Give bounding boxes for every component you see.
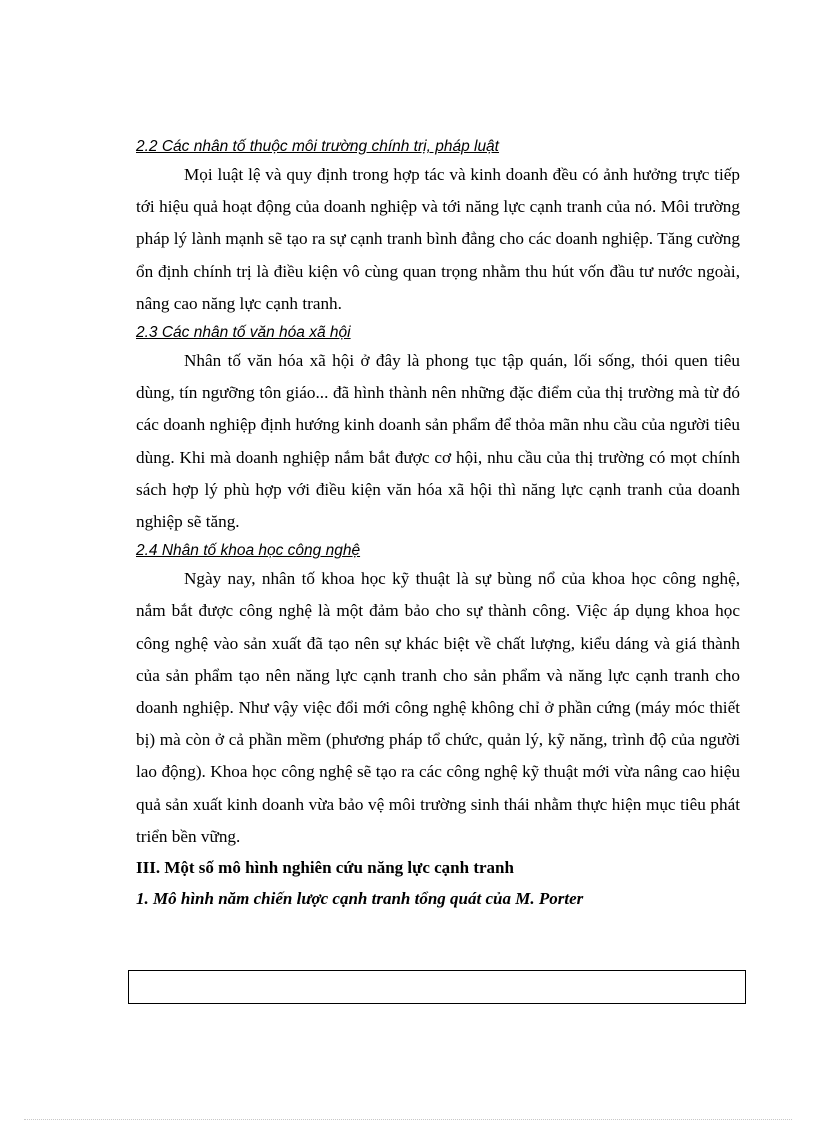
heading-2-4: 2.4 Nhân tố khoa học công nghệ (136, 542, 361, 560)
page-bottom-divider (24, 1119, 792, 1120)
heading-section-iii: III. Một số mô hình nghiên cứu năng lực cạnh tranh (136, 858, 514, 878)
heading-porter-model: 1. Mô hình năm chiến lược cạnh tranh tổng quát của M. Porter (136, 889, 584, 909)
document-body (136, 134, 740, 915)
heading-2-3: 2.3 Các nhân tố văn hóa xã hội (136, 324, 351, 342)
paragraph-2-4: Ngày nay, nhân tố khoa học kỹ thuật là sự bùng nổ của khoa học công nghệ, nắm bắt được công nghệ là một đảm bảo cho sự thành công. Việc áp dụng khoa học công nghệ vào sản xuất đã tạo nên sự khác biệt về chất lượng, kiểu dáng và giá thành của sản phẩm tạo nên năng lực cạnh tranh cho sản phẩm và năng lực cạnh tranh cho doanh nghiệp. Như vậy việc đổi mới công nghệ không chỉ ở phần cứng (máy móc thiết bị) mà còn ở cả phần mềm (phương pháp tổ chức, quản lý, kỹ năng, trình độ của người lao động). Khoa học công nghệ sẽ tạo ra các công nghệ kỹ thuật mới vừa nâng cao hiệu quả sản xuất kinh doanh vừa bảo vệ môi trường sinh thái nhằm thực hiện mục tiêu phát triển bền vững. (136, 569, 740, 846)
paragraph-2-3: Nhân tố văn hóa xã hội ở đây là phong tục tập quán, lối sống, thói quen tiêu dùng, tín ngưỡng tôn giáo... đã hình thành nên những đặc điểm của thị trường mà từ đó các doanh nghiệp định hướng kinh doanh sản phẩm để thỏa mãn nhu cầu của người tiêu dùng. Khi mà doanh nghiệp nắm bắt được cơ hội, nhu cầu của thị trường có mọt chính sách hợp lý phù hợp với điều kiện văn hóa xã hội thì năng lực cạnh tranh của doanh nghiệp sẽ tăng. (136, 351, 740, 532)
heading-2-2: 2.2 Các nhân tố thuộc môi trường chính trị, pháp luật (136, 138, 499, 155)
paragraph-2-2: Mọi luật lệ và quy định trong hợp tác và kinh doanh đều có ảnh hưởng trực tiếp tới hiệu quả hoạt động của doanh nghiệp và tới năng lực cạnh tranh của nó. Môi trường pháp lý lành mạnh sẽ tạo ra sự cạnh tranh bình đẳng cho các doanh nghiệp. Tăng cường ổn định chính trị là điều kiện vô cùng quan trọng nhằm thu hút vốn đầu tư nước ngoài, nâng cao năng lực cạnh tranh. (136, 165, 740, 313)
empty-frame-box (128, 970, 746, 1004)
